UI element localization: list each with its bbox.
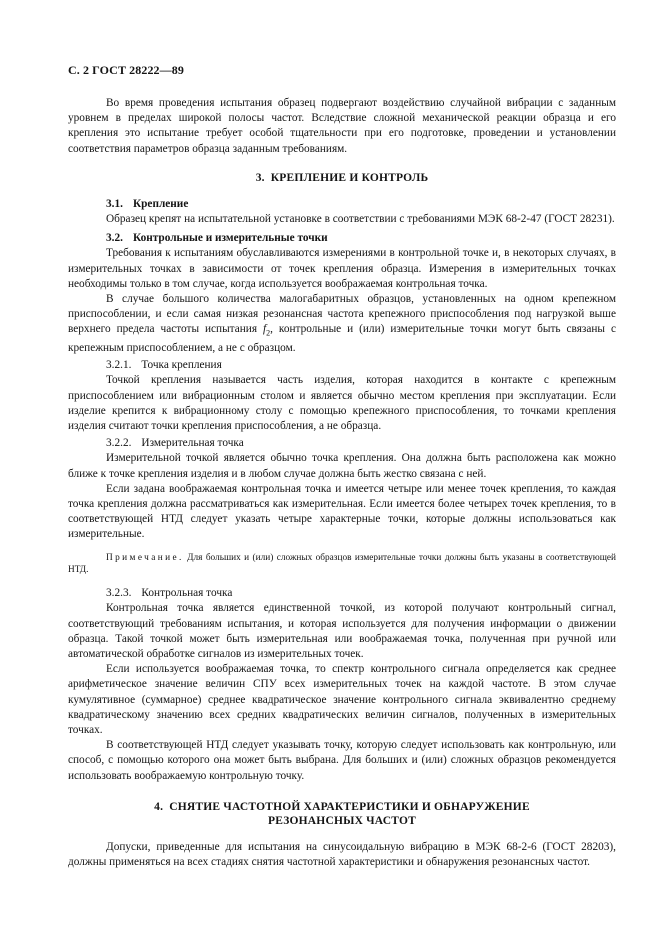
page-content bbox=[68, 96, 616, 870]
note-text: Для больших и (или) сложных образцов измерительные точки должны быть указаны в соответствующей НТД. bbox=[68, 552, 616, 576]
subsection-number: 3.2.3. bbox=[106, 587, 132, 600]
page-header: С. 2 ГОСТ 28222—89 bbox=[68, 63, 184, 77]
text-run: В случае большого количества малогабаритных образцов, установленных на одном крепежном приспособлении, и если самая низкая резонансная частота крепежного приспособления под нагрузкой выше верхнего предела частоты испытания bbox=[68, 293, 616, 336]
section-title: КРЕПЛЕНИЕ И КОНТРОЛЬ bbox=[270, 171, 429, 184]
frequency-subscript: 2 bbox=[266, 328, 271, 338]
section-4-heading bbox=[68, 800, 616, 828]
paragraph: Допуски, приведенные для испытания на синусоидальную вибрацию в МЭК 68-2-6 (ГОСТ 28203), должны применяться на всех стадиях снятия частотной характеристики и обнаружения резонансных частот. bbox=[68, 840, 616, 868]
frequency-symbol: f bbox=[263, 323, 267, 336]
subsection-title: Контрольная точка bbox=[141, 587, 233, 600]
section-title: СНЯТИЕ ЧАСТОТНОЙ ХАРАКТЕРИСТИКИ И ОБНАРУЖЕНИЕ РЕЗОНАНСНЫХ ЧАСТОТ bbox=[169, 800, 530, 827]
subsection-3-2-heading bbox=[106, 231, 616, 246]
subsection-3-1-heading bbox=[106, 197, 616, 212]
section-number: 4. bbox=[154, 800, 164, 813]
text-run: , контрольные и (или) измерительные точки могут быть связаны с крепежным приспособлением, а не с образцом. bbox=[68, 323, 616, 354]
paragraph: В соответствующей НТД следует указывать точку, которую следует использовать как контрольную, или способ, с помощью которого она может быть выбрана. Для больших и (или) сложных образцов рекомендуется использовать воображаемую контрольную точку. bbox=[68, 739, 616, 782]
subsection-3-2-3-heading bbox=[106, 586, 616, 601]
paragraph: Если задана воображаемая контрольная точка и имеется четыре или менее точек крепления, то каждая точка крепления должна рассматриваться как измерительная. Если имеется более четырех точек крепления, то в соответствующей НТД следует указать четыре характерные точки, которые должны использоваться как измерительные. bbox=[68, 482, 616, 541]
paragraph: Точкой крепления называется часть изделия, которая находится в контакте с крепежным приспособлением или вибрационным столом и является обычно местом крепления при эксплуатации. Если изделие крепится к вибрационному столу с помощью крепежного приспособления, то точками крепления изделия считают точки крепления приспособления, а не образца. bbox=[68, 374, 616, 432]
note bbox=[68, 552, 616, 578]
subsection-number: 3.2. bbox=[106, 232, 123, 245]
paragraph bbox=[68, 292, 616, 356]
paragraph: Измерительной точкой является обычно точка крепления. Она должна быть расположена как можно ближе к точке крепления изделия и в любом случае должна быть жестко связана с ней. bbox=[68, 452, 616, 480]
subsection-title: Крепление bbox=[132, 197, 189, 210]
paragraph: Требования к испытаниям обуславливаются измерениями в контрольной точке и, в некоторых случаях, в измерительных точках в зависимости от точек крепления образца. Измерения в измерительных точках необходимы только в том случае, когда используется воображаемая контрольная точка. bbox=[68, 247, 616, 290]
paragraph: Образец крепят на испытательной установке в соответствии с требованиями МЭК 68-2-47 (ГОСТ 28231). bbox=[106, 213, 615, 226]
section-number: 3. bbox=[255, 171, 265, 184]
subsection-3-2-2-heading bbox=[106, 436, 616, 451]
subsection-number: 3.2.2. bbox=[106, 437, 132, 450]
note-label: Примечание. bbox=[106, 552, 184, 563]
subsection-number: 3.2.1. bbox=[106, 359, 132, 372]
subsection-title: Контрольные и измерительные точки bbox=[132, 232, 328, 245]
paragraph: Контрольная точка является единственной точкой, из которой получают контрольный сигнал, соответствующий требованиям испытания, и которая используется для получения информации о движении образца. Такой точкой может быть измерительная или воображаемая точка, полученная при ручной или автоматической обработке сигналов из измерительных точек. bbox=[68, 602, 616, 660]
paragraph: Если используется воображаемая точка, то спектр контрольного сигнала определяется как среднее арифметическое значение величин СПУ всех измерительных точек на каждой частоте. В этом случае кумулятивное (суммарное) среднее квадратическое значение контрольного сигнала эквивалентно среднему квадратическому значению всех средних квадратических величин сигналов, полученных в измерительных точках. bbox=[68, 663, 616, 736]
subsection-title: Измерительная точка bbox=[141, 437, 244, 450]
subsection-number: 3.1. bbox=[106, 197, 123, 210]
subsection-title: Точка крепления bbox=[141, 359, 222, 372]
subsection-3-2-1-heading bbox=[106, 358, 616, 373]
intro-paragraph: Во время проведения испытания образец подвергают воздействию случайной вибрации с заданным уровнем в пределах широкой полосы частот. Вследствие сложной механической реакции образца и его крепления это испытание требует особой тщательности при его подготовке, проведении и установлении соответствия параметров образца заданным требованиям. bbox=[68, 97, 616, 155]
section-3-heading bbox=[68, 171, 616, 185]
